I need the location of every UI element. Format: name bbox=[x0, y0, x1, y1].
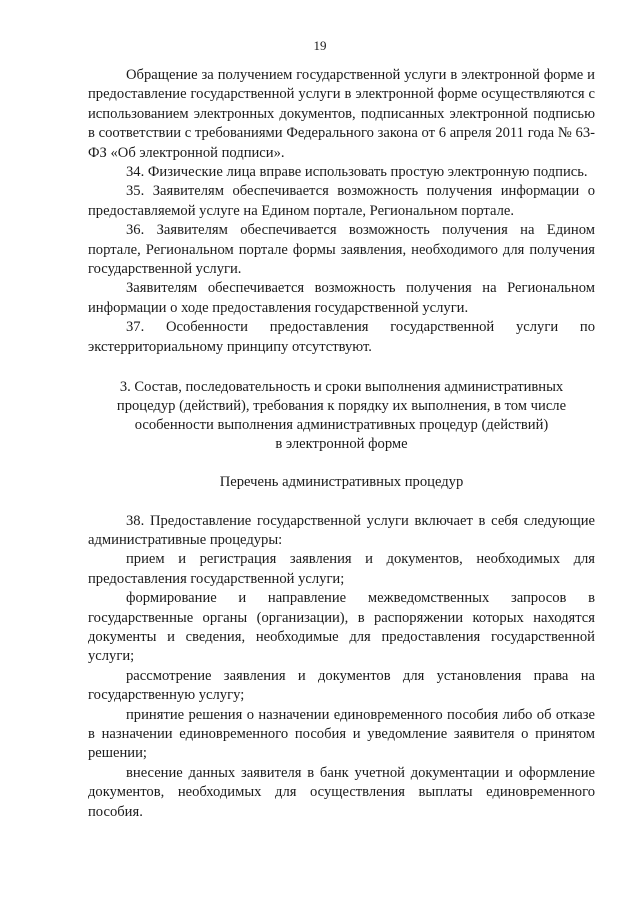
procedures-subtitle: Перечень административных процедур bbox=[219, 474, 464, 491]
section-title-line: процедур (действий), требования к порядку их выполнения, в том числе bbox=[116, 398, 567, 415]
paragraph-36: 36. Заявителям обеспечивается возможность получения на Едином портале, Региональном портале формы заявления, необходимого для получения государственной услуги. bbox=[88, 222, 595, 278]
procedure-item-interagency-requests: формирование и направление межведомственных запросов в государственные органы (организации), в распоряжении которых находятся документы и сведения, необходимые для предоставления государственной услуги; bbox=[88, 590, 595, 665]
page-number: 19 bbox=[313, 38, 327, 53]
paragraph-38: 38. Предоставление государственной услуги включает в себя следующие административные процедуры: bbox=[88, 512, 595, 548]
section-title-line: особенности выполнения административных процедур (действий) bbox=[134, 417, 549, 434]
paragraph-34: 34. Физические лица вправе использовать простую электронную подпись. bbox=[126, 164, 588, 181]
paragraph-35: 35. Заявителям обеспечивается возможность получения информации о предоставляемой услуге на Едином портале, Региональном портале. bbox=[88, 183, 595, 219]
procedure-item-data-entry: внесение данных заявителя в банк учетной документации и оформление документов, необходимых для осуществления выплаты единовременного пособия. bbox=[88, 764, 595, 820]
procedure-item-review: рассмотрение заявления и документов для установления права на государственную услугу; bbox=[88, 667, 595, 704]
paragraph-36-continued: Заявителям обеспечивается возможность получения на Региональном информации о ходе предоставления государственной услуги. bbox=[88, 280, 595, 316]
section-title bbox=[88, 378, 595, 454]
paragraph-37: 37. Особенности предоставления государственной услуги по экстерриториальному принципу отсутствуют. bbox=[88, 319, 595, 355]
document-body bbox=[88, 66, 595, 822]
section-title-line: в электронной форме bbox=[275, 436, 408, 453]
procedure-item-reception: прием и регистрация заявления и документов, необходимых для предоставления государственной услуги; bbox=[88, 551, 595, 587]
section-title-line: 3. Состав, последовательность и сроки выполнения административных bbox=[119, 379, 564, 396]
paragraph-electronic-appeal: Обращение за получением государственной услуги в электронной форме и предоставление государственной услуги в электронной форме осуществляются с использованием электронных документов, подписанных электронной подписью в соответствии с требованиями Федерального закона от 6 апреля 2011 года № 63-ФЗ «Об электронной подписи». bbox=[88, 67, 595, 161]
procedure-item-decision: принятие решения о назначении единовременного пособия либо об отказе в назначении единовременного пособия и уведомление заявителя о принятом решении; bbox=[88, 706, 595, 762]
